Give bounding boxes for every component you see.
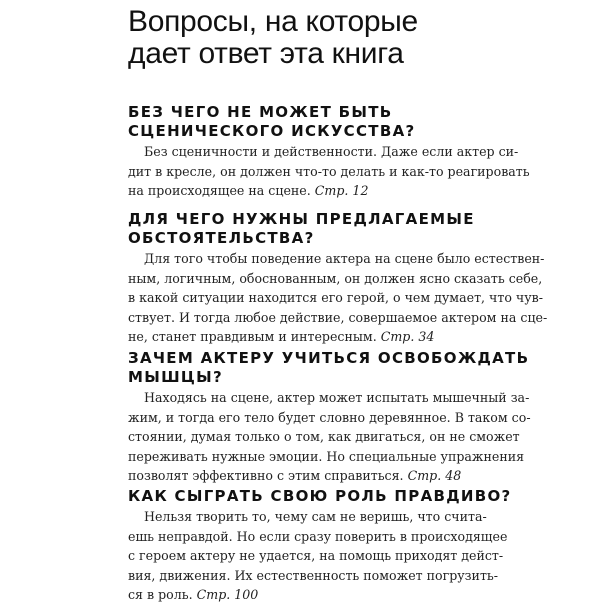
question-line: ОБСТОЯТЕЛЬСТВА? bbox=[128, 229, 315, 247]
answer-line: вия, движения. Их естественность поможет погрузить- bbox=[128, 567, 499, 583]
page-reference: Стр. 34 bbox=[380, 329, 435, 344]
qa-section-1 bbox=[128, 103, 578, 201]
answer-paragraph bbox=[128, 388, 578, 486]
question-line: МЫШЦЫ? bbox=[128, 368, 223, 386]
answer-line: ствует. И тогда любое действие, совершаемое актером на сце- bbox=[128, 309, 548, 325]
answer-line: в какой ситуации находится его герой, о чем думает, что чув- bbox=[128, 290, 543, 305]
question-line: КАК СЫГРАТЬ СВОЮ РОЛЬ ПРАВДИВО? bbox=[128, 487, 512, 505]
page-title-line-2: дает ответ эта книга bbox=[128, 37, 404, 70]
answer-line: Для того чтобы поведение актера на сцене было естествен- bbox=[144, 251, 545, 266]
question-heading bbox=[128, 487, 578, 506]
answer-line: переживать нужные эмоции. Но специальные упражнения bbox=[128, 448, 525, 464]
answer-text: не, станет правдивым и интересным. bbox=[128, 329, 377, 344]
answer-line bbox=[128, 585, 578, 605]
answer-line: Находясь на сцене, актер может испытать мышечный за- bbox=[144, 390, 530, 405]
answer-line: ешь неправдой. Но если сразу поверить в происходящее bbox=[128, 528, 508, 544]
page-title-line-1: Вопросы, на которые bbox=[128, 5, 418, 38]
answer-paragraph bbox=[128, 249, 578, 347]
question-heading bbox=[128, 103, 578, 141]
qa-section-4 bbox=[128, 487, 578, 605]
page-reference: Стр. 100 bbox=[196, 587, 259, 602]
question-line: БЕЗ ЧЕГО НЕ МОЖЕТ БЫТЬ bbox=[128, 103, 393, 121]
page-reference: Стр. 48 bbox=[407, 468, 462, 483]
qa-section-3 bbox=[128, 349, 578, 486]
answer-paragraph bbox=[128, 142, 578, 201]
question-line: СЦЕНИЧЕСКОГО ИСКУССТВА? bbox=[128, 122, 416, 140]
question-heading bbox=[128, 210, 578, 248]
answer-line: Нельзя творить то, чему сам не веришь, что счита- bbox=[144, 509, 487, 524]
answer-line: Без сценичности и действенности. Даже если актер си- bbox=[144, 144, 519, 159]
answer-line: дит в кресле, он должен что-то делать и как-то реагировать bbox=[128, 163, 530, 179]
answer-text: позволят эффективно с этим справиться. bbox=[128, 468, 404, 483]
answer-line: ным, логичным, обоснованным, он должен ясно сказать себе, bbox=[128, 270, 543, 286]
answer-text: на происходящее на сцене. bbox=[128, 183, 311, 198]
answer-line bbox=[128, 327, 578, 347]
answer-line: жим, и тогда его тело будет словно деревянное. В таком со- bbox=[128, 409, 531, 425]
answer-paragraph bbox=[128, 507, 578, 605]
answer-line bbox=[128, 466, 578, 486]
answer-line: с героем актеру не удается, на помощь приходят дейст- bbox=[128, 548, 504, 563]
page-reference: Стр. 12 bbox=[314, 183, 369, 198]
question-line: ДЛЯ ЧЕГО НУЖНЫ ПРЕДЛАГАЕМЫЕ bbox=[128, 210, 475, 228]
answer-line bbox=[128, 181, 578, 201]
qa-section-2 bbox=[128, 210, 578, 347]
page-title bbox=[128, 6, 568, 70]
answer-line: стоянии, думая только о том, как двигаться, он не сможет bbox=[128, 429, 520, 444]
question-line: ЗАЧЕМ АКТЕРУ УЧИТЬСЯ ОСВОБОЖДАТЬ bbox=[128, 349, 530, 367]
question-heading bbox=[128, 349, 578, 387]
answer-text: ся в роль. bbox=[128, 587, 193, 602]
